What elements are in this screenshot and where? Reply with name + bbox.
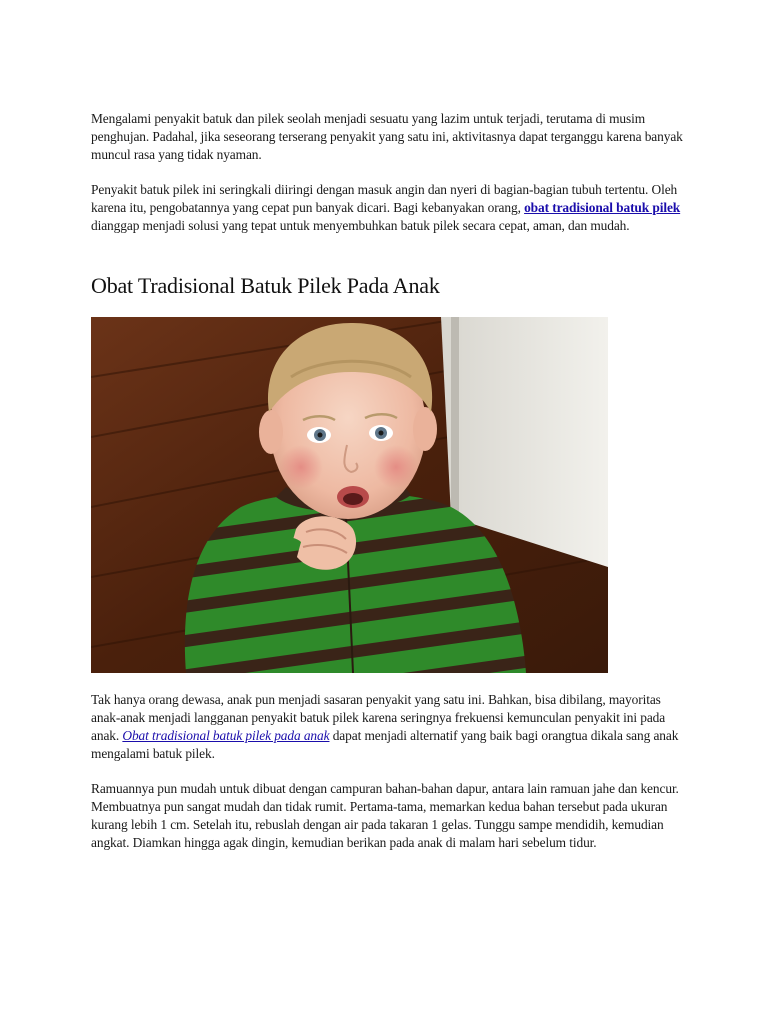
intro-paragraph-2 [91, 181, 691, 235]
paragraph-3-text-before: Tak hanya orang dewasa, anak pun menjadi sasaran penyakit yang satu ini. Bahkan, bisa dibilang, mayoritas anak-anak menjadi langganan penyakit batuk pilek karena seringnya frekuensi kemunculan penyakit ini pada anak. [91, 692, 666, 743]
paragraph-3-text-after: dapat menjadi alternatif yang baik bagi orangtua dikala sang anak mengalami batuk pilek. [91, 728, 679, 761]
paragraph-2-text-after: dianggap menjadi solusi yang tepat untuk menyembuhkan batuk pilek secara cepat, aman, dan mudah. [91, 218, 630, 233]
obat-tradisional-batuk-pilek-link[interactable]: obat tradisional batuk pilek [524, 200, 681, 215]
intro-paragraph-1: Mengalami penyakit batuk dan pilek seolah menjadi sesuatu yang lazim untuk terjadi, terutama di musim penghujan. Padahal, jika seseorang terserang penyakit yang satu ini, aktivitasnya dapat terganggu karena banyak muncul rasa yang tidak nyaman. [91, 111, 683, 162]
section-paragraph-3 [91, 691, 691, 763]
section-paragraph-4: Ramuannya pun mudah untuk dibuat dengan campuran bahan-bahan dapur, antara lain ramuan jahe dan kencur. Membuatnya pun sangat mudah dan tidak rumit. Pertama-tama, memarkan kedua bahan tersebut pada ukuran kurang lebih 1 cm. Setelah itu, rebuslah dengan air pada takaran 1 gelas. Tunggu sampe mendidih, kemudian angkat. Diamkan hingga agak dingin, kemudian berikan pada anak di malam hari sebelum tidur. [91, 781, 679, 850]
child-coughing-photo [91, 317, 608, 673]
section-heading: Obat Tradisional Batuk Pilek Pada Anak [91, 273, 440, 298]
obat-tradisional-batuk-pilek-pada-anak-link[interactable]: Obat tradisional batuk pilek pada anak [122, 728, 330, 743]
paragraph-2-text-before: Penyakit batuk pilek ini seringkali diiringi dengan masuk angin dan nyeri di bagian-bagian tubuh tertentu. Oleh karena itu, pengobatannya yang cepat pun banyak dicari. Bagi kebanyakan orang, [91, 182, 678, 215]
